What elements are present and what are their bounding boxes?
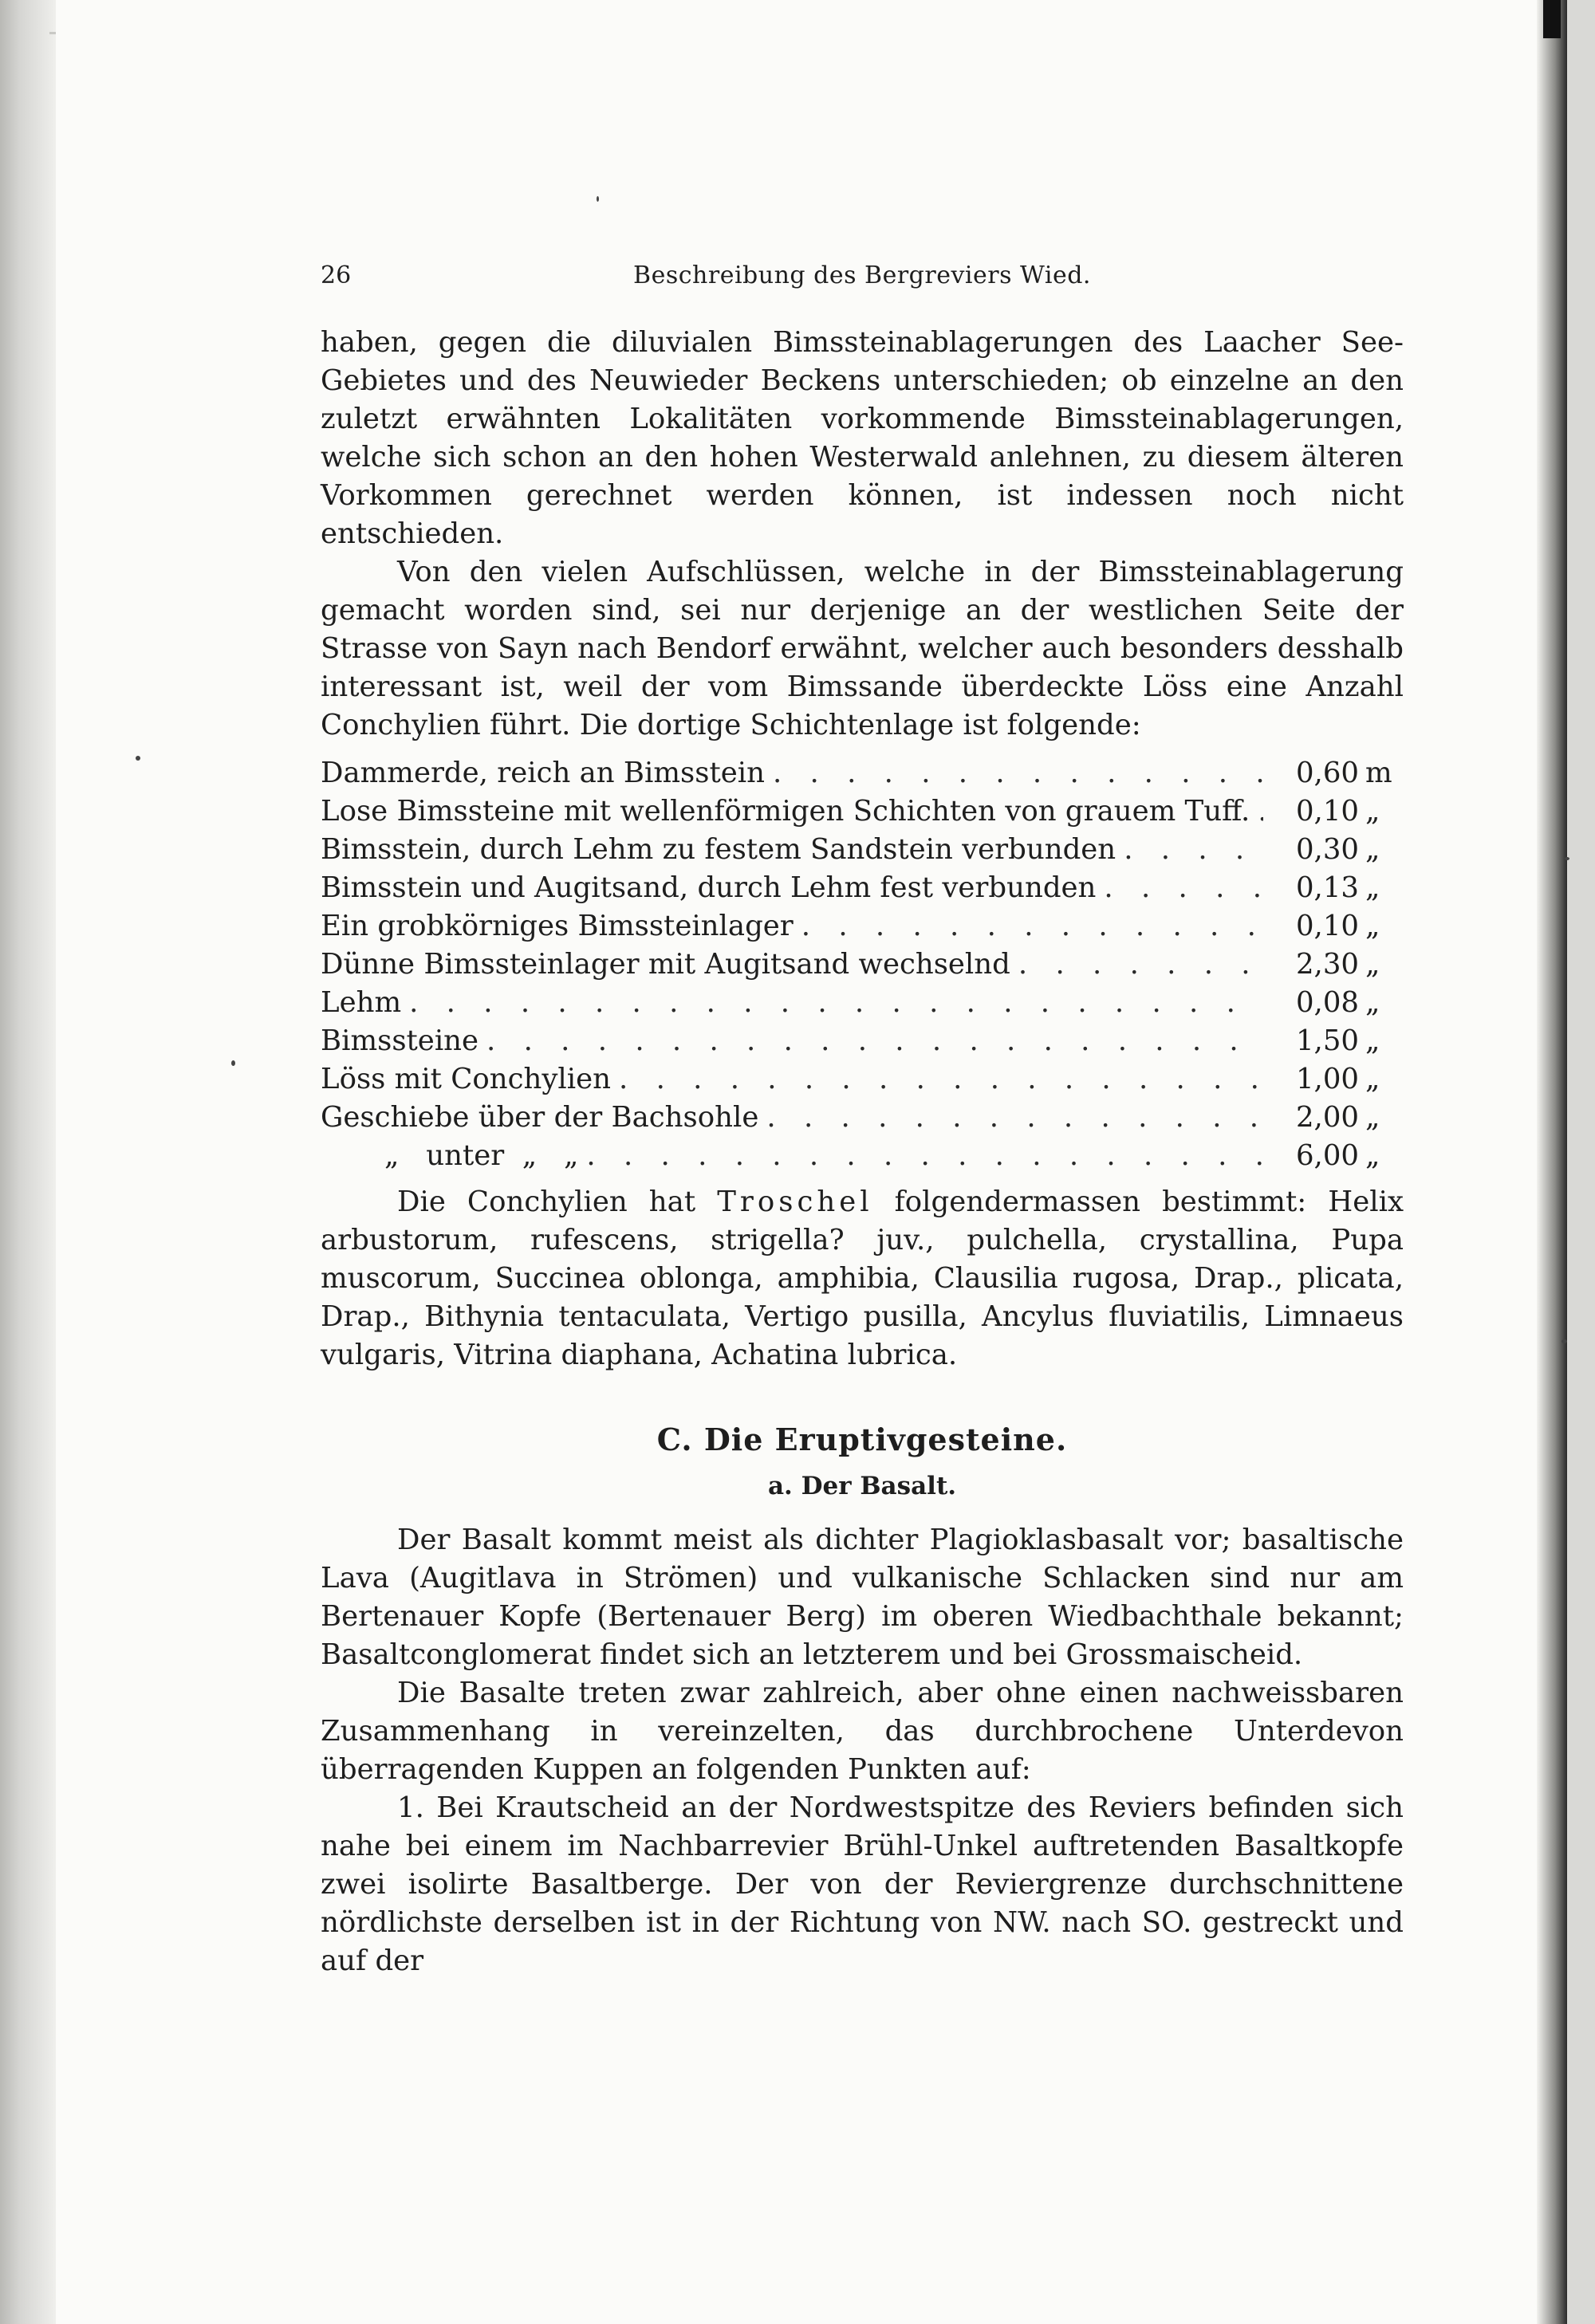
strata-name: Dammerde, reich an Bimsstein	[321, 757, 765, 789]
strata-value: 2,00	[1295, 1101, 1359, 1134]
page-right-shadow	[1537, 0, 1567, 2324]
strata-row	[321, 792, 1404, 831]
scan-corner-mark	[1543, 0, 1561, 38]
strata-value: 0,30	[1295, 833, 1359, 866]
conchylien-intro: Die Conchylien hat	[397, 1186, 696, 1218]
strata-value: 1,00	[1295, 1063, 1359, 1095]
strata-name: Löss mit Conchylien	[321, 1063, 612, 1095]
strata-row	[321, 1137, 1404, 1175]
section-heading: C. Die Eruptivgesteine.	[656, 1422, 1068, 1457]
strata-row	[321, 907, 1404, 946]
conchylien-list: folgendermassen bestimmt: Helix arbustorum, rufescens, strigella? juv., pulchella, crystallina, Pupa muscorum, Succinea oblonga, amphibia, Clausilia rugosa, Drap., plicata, Drap., Bithynia tentaculata, Vertigo pusilla, Ancylus fluviatilis, Limnaeus vulgaris, Vitrina diaphana, Achatina lubrica.	[321, 1186, 1404, 1371]
dot-leader	[1258, 792, 1263, 831]
strata-name: Dünne Bimssteinlager mit Augitsand wechselnd	[321, 948, 1010, 981]
paragraph-conchylien	[321, 1183, 1404, 1374]
strata-unit: „	[1365, 948, 1380, 981]
scan-speck	[1562, 1339, 1567, 1343]
paragraph-basalt: Der Basalt kommt meist als dichter Plagioklasbasalt vor; basaltische Lava (Augitlava in Strömen) und vulkanische Schlacken sind nur am Bertenauer Kopfe (Bertenauer Berg) im oberen Wiedbachthale bekannt; Basaltconglomerat findet sich an letzterem und bei Grossmaischeid.	[321, 1524, 1404, 1671]
scan-speck	[136, 756, 140, 761]
strata-unit: „	[1365, 1063, 1380, 1095]
dot-leader	[773, 754, 1263, 792]
strata-value: 6,00	[1295, 1139, 1359, 1172]
strata-value: 0,13	[1295, 871, 1359, 904]
strata-name: „ unter „ „	[384, 1139, 579, 1172]
paragraph-aufschluesse: Von den vielen Aufschlüssen, welche in der Bimssteinablagerung gemacht worden sind, sei nur derjenige an der westlichen Seite der Strasse von Sayn nach Bendorf erwähnt, welcher auch besonders desshalb interessant ist, weil der vom Bimssande überdeckte Löss eine Anzahl Conchylien führt. Die dortige Schichtenlage ist folgende:	[321, 556, 1404, 741]
page-body	[321, 255, 1404, 1980]
dot-leader	[1018, 946, 1263, 984]
dot-leader	[586, 1137, 1263, 1175]
dot-leader	[619, 1060, 1263, 1099]
strata-value: 0,10	[1295, 910, 1359, 942]
strata-value: 2,30	[1295, 948, 1359, 981]
strata-row	[321, 946, 1404, 984]
strata-table	[321, 754, 1404, 1175]
strata-row	[321, 754, 1404, 792]
strata-row	[321, 869, 1404, 907]
dot-leader	[801, 907, 1263, 946]
scan-speck	[231, 1060, 235, 1066]
strata-unit: „	[1365, 795, 1380, 828]
strata-value: 1,50	[1295, 1024, 1359, 1057]
strata-value: 0,60	[1295, 757, 1359, 789]
page-number: 26	[321, 261, 352, 289]
strata-row	[321, 1099, 1404, 1137]
author-troschel: Troschel	[717, 1186, 873, 1218]
strata-unit: „	[1365, 1101, 1380, 1134]
dot-leader	[766, 1099, 1263, 1137]
subsection-heading: a. Der Basalt.	[767, 1472, 957, 1500]
strata-unit: „	[1365, 871, 1380, 904]
strata-name: Lehm	[321, 986, 402, 1019]
strata-name: Bimssteine	[321, 1024, 479, 1057]
strata-unit: „	[1365, 833, 1380, 866]
strata-unit: m	[1365, 757, 1392, 789]
strata-unit: „	[1365, 1024, 1380, 1057]
strata-name: Bimsstein und Augitsand, durch Lehm fest verbunden	[321, 871, 1097, 904]
strata-name: Ein grobkörniges Bimssteinlager	[321, 910, 794, 942]
strata-value: 0,10	[1295, 795, 1359, 828]
paragraph-krautscheid: 1. Bei Krautscheid an der Nordwestspitze des Reviers befinden sich nahe bei einem im Nachbarrevier Brühl-Unkel auftretenden Basaltkopfe zwei isolirte Basaltberge. Der von der Reviergrenze durchschnittene nördlichste derselben ist in der Richtung von NW. nach SO. gestreckt und auf der	[321, 1791, 1404, 1977]
strata-row	[321, 984, 1404, 1022]
scan-left-edge	[0, 0, 56, 2324]
strata-name: Bimsstein, durch Lehm zu festem Sandstein verbunden	[321, 833, 1116, 866]
strata-unit: „	[1365, 910, 1380, 942]
strata-row	[321, 831, 1404, 869]
scan-speck	[597, 196, 599, 202]
scan-speck	[1565, 857, 1569, 860]
strata-name: Geschiebe über der Bachsohle	[321, 1101, 759, 1134]
dot-leader	[486, 1022, 1263, 1060]
strata-row	[321, 1022, 1404, 1060]
strata-row	[321, 1060, 1404, 1099]
dot-leader	[409, 984, 1263, 1022]
strata-name: Lose Bimssteine mit wellenförmigen Schichten von grauem Tuff.	[321, 795, 1250, 828]
dot-leader	[1124, 831, 1263, 869]
strata-value: 0,08	[1295, 986, 1359, 1019]
running-title: Beschreibung des Bergreviers Wied.	[633, 261, 1091, 289]
paragraph-continued: haben, gegen die diluvialen Bimssteinablagerungen des Laacher See-Gebietes und des Neuwieder Beckens unterschieden; ob einzelne an den zuletzt erwähnten Lokalitäten vorkommende Bimssteinablagerungen, welche sich schon an den hohen Westerwald anlehnen, zu diesem älteren Vorkommen gerechnet werden können, ist indessen noch nicht entschieden.	[321, 326, 1404, 550]
strata-unit: „	[1365, 986, 1380, 1019]
dot-leader	[1104, 869, 1263, 907]
strata-unit: „	[1365, 1139, 1380, 1172]
paragraph-basalte-kuppen: Die Basalte treten zwar zahlreich, aber ohne einen nachweissbaren Zusammenhang in vereinzelten, das durchbrochene Unterdevon überragenden Kuppen an folgenden Punkten auf:	[321, 1677, 1404, 1786]
